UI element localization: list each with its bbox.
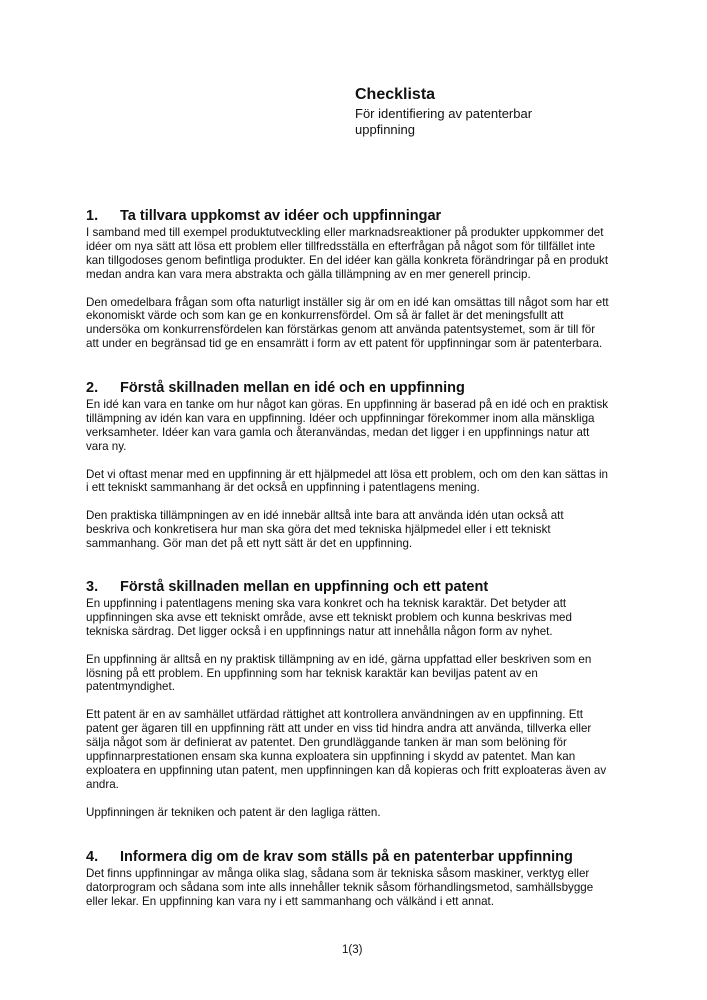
section-3	[86, 577, 646, 833]
subtitle-line: uppfinning	[355, 122, 415, 137]
paragraph-line: idéer om nya sätt att lösa ett problem eller tillfredsställa en efterfrågan på något som för tillfället inte	[86, 239, 596, 253]
paragraph	[86, 806, 646, 820]
paragraph-line: tillämpning av idén kan vara en uppfinning. Idéer och uppfinningar förekommer inom alla mänskliga	[86, 411, 595, 425]
section-heading	[86, 577, 646, 597]
paragraph	[86, 867, 646, 909]
paragraph-line: Den praktiska tillämpningen av en idé innebär alltså inte bara att använda idén utan också att	[86, 509, 564, 523]
section-number: 2.	[86, 380, 99, 396]
section-title: Ta tillvara uppkomst av idéer och uppfinningar	[120, 208, 442, 224]
paragraph-line: patentmyndighet.	[86, 680, 175, 694]
paragraph-line: andra.	[86, 777, 119, 791]
paragraph-line: Uppfinningen är tekniken och patent är den lagliga rätten.	[86, 805, 381, 819]
paragraph-line: Det finns uppfinningar av många olika slag, sådana som är tekniska såsom maskiner, verktyg eller	[86, 867, 590, 880]
section-1	[86, 206, 646, 365]
paragraph-line: sammanhang. Gör man det på ett nytt sätt är det en uppfinning.	[86, 537, 413, 551]
section-4	[86, 847, 646, 923]
section-number: 3.	[86, 579, 99, 595]
paragraph-line: Den omedelbara frågan som ofta naturligt inställer sig är om en idé kan omsättas till något som har ett	[86, 295, 609, 309]
section-title: Förstå skillnaden mellan en idé och en uppfinning	[120, 380, 465, 396]
paragraph-line: patent ger ägaren till en uppfinning rätt att under en viss tid hindra andra att använda, tillverka eller	[86, 722, 592, 736]
paragraph	[86, 468, 646, 496]
paragraph	[86, 509, 646, 551]
paragraph-line: vara ny.	[86, 439, 127, 453]
paragraph	[86, 653, 646, 695]
document-title: Checklista	[355, 86, 436, 103]
paragraph	[86, 296, 646, 352]
paragraph-line: beskriva och konkretisera hur man ska göra det med tekniska hjälpmedel eller i ett tekniskt	[86, 523, 551, 537]
section-title: Informera dig om de krav som ställs på en patenterbar uppfinning	[120, 849, 573, 865]
section-number: 1.	[86, 208, 99, 224]
paragraph-line: undersöka om konkurrensfördelen kan förstärkas genom att använda patentsystemet, som är till för	[86, 323, 596, 337]
paragraph-line: En idé kan vara en tanke om hur något kan göras. En uppfinning är baserad på en idé och en praktisk	[86, 398, 609, 411]
paragraph-line: tekniska särdrag. Det ligger också i en uppfinnings natur att innehålla någon form av nyhet.	[86, 624, 553, 638]
paragraph-line: uppfinningen ska avse ett tekniskt område, avse ett tekniskt problem och kunna beskrivas med	[86, 610, 572, 624]
paragraph-line: En uppfinning i patentlagens mening ska vara konkret och ha teknisk karaktär. Det betyder att	[86, 597, 567, 610]
paragraph	[86, 226, 646, 282]
paragraph-line: lösning på ett problem. En uppfinning som har teknisk karaktär kan beviljas patent av en	[86, 666, 538, 680]
paragraph-line: Det vi oftast menar med en uppfinning är ett hjälpmedel att lösa ett problem, och om den kan sättas in	[86, 467, 609, 481]
paragraph	[86, 708, 646, 791]
paragraph-line: eller lekar. En uppfinning kan vara ny i ett sammanhang och välkänd i ett annat.	[86, 894, 494, 908]
paragraph-line: sälja något som är definierat av patentet. Den grundläggande tanken är man som belöning för	[86, 736, 567, 750]
paragraph-line: medan andra kan vara mera abstrakta och gälla tillämpning av en mer generell princip.	[86, 267, 531, 281]
section-heading	[86, 206, 646, 226]
paragraph-line: En uppfinning är alltså en ny praktisk tillämpning av en idé, gärna uppfattad eller beskriven som en	[86, 652, 592, 666]
paragraph-line: uppfinnarprestationen ensam ska kunna exploatera sin uppfinning i skydd av patentet. Man kan	[86, 749, 576, 763]
paragraph-line: i ett tekniskt sammanhang är det också en uppfinning i patentlagens mening.	[86, 481, 480, 495]
paragraph-line: datorprogram och sådana som inte alls innehåller teknik såsom förhandlingsmetod, samhällsbygge	[86, 880, 594, 894]
paragraph-line: kan tillgodoses genom befintliga produkter. En del idéer kan gälla konkreta förändringar på en produkt	[86, 253, 609, 267]
subtitle-line: För identifiering av patenterbar	[355, 106, 533, 121]
paragraph-line: exploatera en uppfinning utan patent, men uppfinningen kan då kopieras och fritt exploateras även av	[86, 763, 607, 777]
paragraph-line: I samband med till exempel produktutveckling eller marknadsreaktioner på produkter uppkommer det	[86, 226, 604, 239]
page-number: 1(3)	[342, 944, 363, 956]
section-title: Förstå skillnaden mellan en uppfinning och ett patent	[120, 579, 489, 595]
section-heading	[86, 378, 646, 398]
paragraph-line: ekonomiskt värde och som kan ge en konkurrensfördel. Om så är fallet är det meningsfullt att	[86, 309, 564, 323]
paragraph-line: Ett patent är en av samhället utfärdad rättighet att kontrollera användningen av en uppfinning. Ett	[86, 708, 583, 722]
paragraph	[86, 597, 646, 639]
paragraph-line: att under en begränsad tid ge en ensamrätt i form av ett patent för uppfinningar som är patenterbara.	[86, 337, 603, 351]
section-2	[86, 378, 646, 565]
section-number: 4.	[86, 849, 99, 865]
paragraph-line: verksamheter. Idéer kan vara gamla och återanvändas, medan det ligger i en uppfinnings natur att	[86, 425, 590, 439]
document-subtitle	[355, 106, 532, 138]
section-heading	[86, 847, 646, 867]
paragraph	[86, 398, 646, 454]
